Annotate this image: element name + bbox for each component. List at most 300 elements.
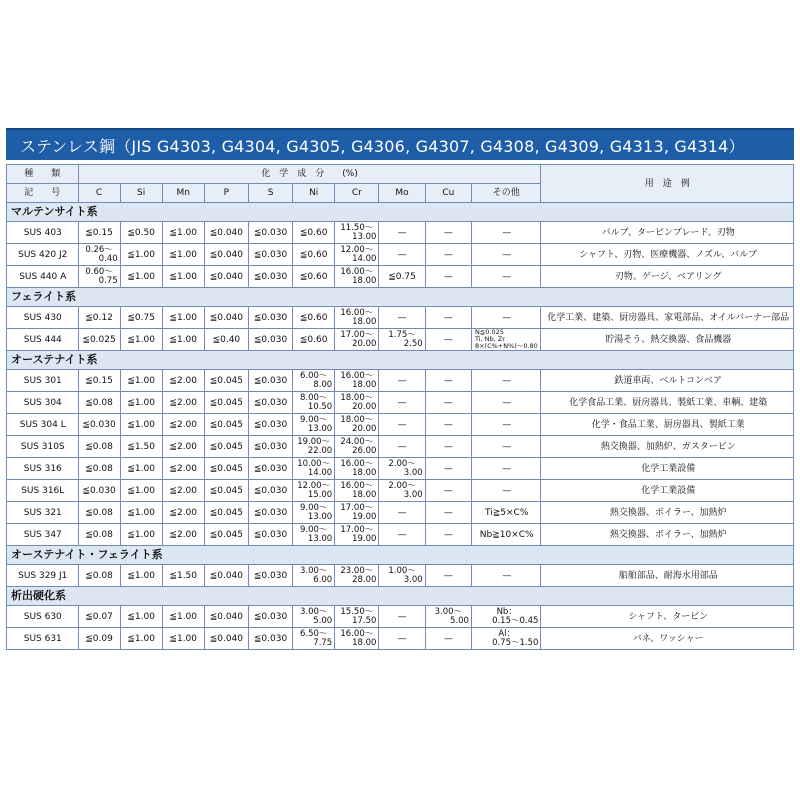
cell-mo: — — [379, 606, 425, 628]
cell-p: ≦0.045 — [204, 392, 248, 414]
cell-use: 鉄道車両、ベルトコンベア — [541, 370, 794, 392]
cell-cu — [425, 606, 471, 628]
cell-line: 18.00 — [352, 275, 377, 286]
cell-cu: — — [425, 524, 471, 546]
cell-line: 6.50～ — [299, 628, 328, 639]
cell-other: — — [471, 266, 540, 288]
cell-s: ≦0.030 — [248, 436, 292, 458]
cell-ni — [293, 436, 335, 458]
cell-use: 熱交換器、加熱炉、ガスタービン — [541, 436, 794, 458]
cell-line: 2.50 — [403, 338, 423, 349]
cell-mo — [379, 458, 425, 480]
cell-other: — — [471, 565, 540, 587]
cell-grade: SUS 444 — [7, 329, 79, 351]
cell-cu: — — [425, 370, 471, 392]
composition-table — [6, 164, 794, 650]
section-title: オーステナイト系 — [7, 351, 794, 370]
cell-mo: — — [379, 502, 425, 524]
cell-ni — [293, 458, 335, 480]
cell-mn: ≦2.00 — [162, 524, 204, 546]
section-row — [7, 587, 794, 606]
header-col-7: Mo — [379, 184, 425, 203]
cell-mn: ≦1.00 — [162, 628, 204, 650]
cell-line: 16.00～ — [340, 480, 374, 491]
table-row — [7, 606, 794, 628]
cell-cu: — — [425, 392, 471, 414]
cell-si: ≦1.00 — [120, 628, 162, 650]
cell-mn: ≦2.00 — [162, 414, 204, 436]
cell-cr — [335, 222, 379, 244]
cell-si: ≦1.00 — [120, 565, 162, 587]
cell-mn: ≦2.00 — [162, 370, 204, 392]
cell-p: ≦0.040 — [204, 222, 248, 244]
table-row — [7, 502, 794, 524]
cell-line: 17.00～ — [340, 524, 374, 535]
cell-ni: ≦0.60 — [293, 266, 335, 288]
cell-cu: — — [425, 502, 471, 524]
cell-cu: — — [425, 244, 471, 266]
cell-p: ≦0.040 — [204, 307, 248, 329]
cell-mo — [379, 329, 425, 351]
cell-cr — [335, 370, 379, 392]
header-col-6: Cr — [335, 184, 379, 203]
cell-cr — [335, 329, 379, 351]
table-row — [7, 266, 794, 288]
cell-si: ≦1.00 — [120, 524, 162, 546]
cell-line: N≦0.025 — [474, 328, 504, 336]
header-col-8: Cu — [425, 184, 471, 203]
header-col-1: Si — [120, 184, 162, 203]
cell-use: 貯湯そう、熱交換器、食品機器 — [541, 329, 794, 351]
cell-line: 20.00 — [352, 423, 377, 434]
cell-other: — — [471, 244, 540, 266]
header-col-0: C — [78, 184, 120, 203]
cell-line: 26.00 — [352, 445, 377, 456]
table-row — [7, 392, 794, 414]
cell-si: ≦1.00 — [120, 370, 162, 392]
table-title: ステンレス鋼（JIS G4303, G4304, G4305, G4306, G4307, G4308, G4309, G4313, G4314） — [6, 128, 794, 160]
cell-other: — — [471, 436, 540, 458]
header-type: 種 類 — [7, 165, 79, 184]
header-col-3: P — [204, 184, 248, 203]
cell-other: — — [471, 414, 540, 436]
table-row — [7, 480, 794, 502]
cell-cr — [335, 414, 379, 436]
cell-s: ≦0.030 — [248, 329, 292, 351]
cell-p: ≦0.040 — [204, 628, 248, 650]
cell-si: ≦1.00 — [120, 414, 162, 436]
section-title: マルテンサイト系 — [7, 203, 794, 222]
cell-c — [78, 266, 120, 288]
cell-grade: SUS 310S — [7, 436, 79, 458]
cell-cr — [335, 606, 379, 628]
cell-mn: ≦2.00 — [162, 436, 204, 458]
cell-cr — [335, 502, 379, 524]
cell-si: ≦1.00 — [120, 502, 162, 524]
table-row — [7, 222, 794, 244]
header-code: 記 号 — [7, 184, 79, 203]
cell-mn: ≦1.00 — [162, 606, 204, 628]
cell-line: 13.00 — [307, 423, 333, 434]
cell-line: 0.60～ — [85, 266, 113, 277]
cell-line: 9.00～ — [299, 414, 328, 425]
cell-c: ≦0.07 — [78, 606, 120, 628]
cell-mn: ≦1.00 — [162, 329, 204, 351]
table-row — [7, 329, 794, 351]
cell-line: 3.00 — [403, 574, 423, 585]
cell-line: 18.00～ — [340, 414, 374, 425]
cell-mo: — — [379, 307, 425, 329]
table-row — [7, 524, 794, 546]
cell-cr — [335, 628, 379, 650]
cell-mo: — — [379, 370, 425, 392]
cell-s: ≦0.030 — [248, 244, 292, 266]
cell-use: 化学工業設備 — [541, 480, 794, 502]
cell-grade: SUS 440 A — [7, 266, 79, 288]
cell-c: ≦0.030 — [78, 480, 120, 502]
cell-line: 18.00～ — [340, 392, 374, 403]
header-col-5: Ni — [293, 184, 335, 203]
cell-si: ≦1.00 — [120, 266, 162, 288]
cell-line: 0.75～1.50 — [492, 637, 539, 648]
cell-use: 熱交換器、ボイラー、加熱炉 — [541, 524, 794, 546]
cell-line: 12.00～ — [297, 480, 331, 491]
cell-line: 14.00 — [307, 467, 333, 478]
cell-si: ≦1.00 — [120, 606, 162, 628]
cell-line: 14.00 — [352, 253, 377, 264]
table-row — [7, 370, 794, 392]
cell-p: ≦0.045 — [204, 370, 248, 392]
cell-si: ≦1.50 — [120, 436, 162, 458]
cell-use: 化学工業、建築、厨房器具、家電部品、オイルバーナー部品 — [541, 307, 794, 329]
cell-p: ≦0.040 — [204, 606, 248, 628]
cell-cu: — — [425, 266, 471, 288]
cell-c: ≦0.08 — [78, 565, 120, 587]
cell-ni — [293, 370, 335, 392]
cell-cu: — — [425, 307, 471, 329]
section-row — [7, 351, 794, 370]
section-row — [7, 546, 794, 565]
cell-line: 13.00 — [307, 533, 333, 544]
cell-c: ≦0.030 — [78, 414, 120, 436]
cell-line: 3.00～ — [299, 606, 328, 617]
cell-c: ≦0.08 — [78, 392, 120, 414]
cell-cu: — — [425, 565, 471, 587]
cell-line: 0.15～0.45 — [492, 615, 539, 626]
cell-cr — [335, 266, 379, 288]
cell-p: ≦0.040 — [204, 565, 248, 587]
cell-other: — — [471, 307, 540, 329]
cell-mo: — — [379, 244, 425, 266]
cell-ni: ≦0.60 — [293, 222, 335, 244]
cell-s: ≦0.030 — [248, 480, 292, 502]
cell-line: 6.00～ — [299, 370, 328, 381]
cell-p: ≦0.045 — [204, 480, 248, 502]
table-row — [7, 414, 794, 436]
cell-line: 16.00～ — [340, 458, 374, 469]
cell-grade: SUS 403 — [7, 222, 79, 244]
cell-line: 5.00 — [450, 615, 469, 626]
cell-ni — [293, 414, 335, 436]
cell-mn: ≦1.00 — [162, 244, 204, 266]
spec-sheet — [6, 128, 794, 650]
section-title: フェライト系 — [7, 288, 794, 307]
cell-si: ≦1.00 — [120, 392, 162, 414]
cell-other: — — [471, 370, 540, 392]
cell-cu: — — [425, 222, 471, 244]
cell-line: 28.00 — [352, 574, 377, 585]
table-row — [7, 628, 794, 650]
cell-line: 18.00 — [352, 379, 377, 390]
cell-line: 17.00～ — [340, 502, 374, 513]
cell-p: ≦0.040 — [204, 244, 248, 266]
cell-line: 19.00 — [352, 511, 377, 522]
cell-ni — [293, 565, 335, 587]
cell-si: ≦1.00 — [120, 458, 162, 480]
cell-c: ≦0.09 — [78, 628, 120, 650]
table-row — [7, 244, 794, 266]
cell-line: 9.00～ — [299, 502, 328, 513]
cell-line: 16.00～ — [340, 370, 374, 381]
cell-cr — [335, 458, 379, 480]
cell-line: 3.00 — [403, 467, 423, 478]
cell-s: ≦0.030 — [248, 222, 292, 244]
cell-grade: SUS 321 — [7, 502, 79, 524]
cell-line: 18.00 — [352, 316, 377, 327]
header-col-2: Mn — [162, 184, 204, 203]
table-row — [7, 307, 794, 329]
cell-line: 20.00 — [352, 338, 377, 349]
cell-other: — — [471, 392, 540, 414]
cell-line: 12.00～ — [340, 244, 374, 255]
cell-si: ≦0.75 — [120, 307, 162, 329]
cell-s: ≦0.030 — [248, 307, 292, 329]
cell-mn: ≦1.00 — [162, 307, 204, 329]
cell-mo: — — [379, 392, 425, 414]
cell-s: ≦0.030 — [248, 414, 292, 436]
cell-other — [471, 329, 540, 351]
cell-line: 3.00～ — [434, 606, 463, 617]
cell-cu: — — [425, 414, 471, 436]
header-col-4: S — [248, 184, 292, 203]
cell-line: 3.00～ — [299, 565, 328, 576]
cell-mn: ≦1.00 — [162, 266, 204, 288]
cell-cr — [335, 565, 379, 587]
cell-si: ≦1.00 — [120, 329, 162, 351]
cell-cr — [335, 244, 379, 266]
table-header — [7, 165, 794, 203]
cell-p: ≦0.045 — [204, 502, 248, 524]
cell-line: 1.00～ — [388, 565, 416, 576]
cell-s: ≦0.030 — [248, 524, 292, 546]
cell-grade: SUS 301 — [7, 370, 79, 392]
cell-mo: ≦0.75 — [379, 266, 425, 288]
cell-ni: ≦0.60 — [293, 329, 335, 351]
cell-line: 15.50～ — [340, 606, 374, 617]
cell-use: 化学食品工業、厨房器具、製紙工業、車輌、建築 — [541, 392, 794, 414]
cell-p: ≦0.045 — [204, 414, 248, 436]
cell-line: 6.00 — [313, 574, 333, 585]
cell-mn: ≦1.50 — [162, 565, 204, 587]
cell-use: バルブ、タービンブレード、刃物 — [541, 222, 794, 244]
cell-other: — — [471, 480, 540, 502]
cell-grade: SUS 316 — [7, 458, 79, 480]
cell-grade: SUS 630 — [7, 606, 79, 628]
cell-mo: — — [379, 436, 425, 458]
cell-p: ≦0.045 — [204, 524, 248, 546]
cell-s: ≦0.030 — [248, 458, 292, 480]
cell-line: 8.00 — [313, 379, 333, 390]
cell-use: 熱交換器、ボイラー、加熱炉 — [541, 502, 794, 524]
cell-mo — [379, 565, 425, 587]
cell-c: ≦0.15 — [78, 370, 120, 392]
cell-mn: ≦2.00 — [162, 480, 204, 502]
cell-use: 刃物、ゲージ、ベアリング — [541, 266, 794, 288]
cell-grade: SUS 304 — [7, 392, 79, 414]
table-body — [7, 203, 794, 650]
cell-cr — [335, 307, 379, 329]
cell-c: ≦0.08 — [78, 436, 120, 458]
cell-cu: — — [425, 480, 471, 502]
cell-s: ≦0.030 — [248, 628, 292, 650]
cell-cr — [335, 480, 379, 502]
cell-line: Ti, Nb, Zr — [474, 335, 505, 343]
cell-line: 16.00～ — [340, 307, 374, 318]
cell-mo: — — [379, 524, 425, 546]
cell-grade: SUS 420 J2 — [7, 244, 79, 266]
cell-use: シャフト、刃物、医療機器、ノズル、バルブ — [541, 244, 794, 266]
cell-si: ≦0.50 — [120, 222, 162, 244]
cell-s: ≦0.030 — [248, 565, 292, 587]
cell-c — [78, 244, 120, 266]
cell-line: 3.00 — [403, 489, 423, 500]
cell-line: 17.00～ — [340, 329, 374, 340]
cell-line: 19.00 — [352, 533, 377, 544]
cell-s: ≦0.030 — [248, 392, 292, 414]
cell-line: 24.00～ — [340, 436, 374, 447]
cell-line: 20.00 — [352, 401, 377, 412]
cell-use: 船舶部品、耐海水用部品 — [541, 565, 794, 587]
cell-s: ≦0.030 — [248, 502, 292, 524]
header-chemical-composition: 化 学 成 分 (%) — [78, 165, 541, 184]
cell-other: — — [471, 458, 540, 480]
section-row — [7, 203, 794, 222]
cell-line: 15.00 — [307, 489, 333, 500]
cell-line: Al： — [498, 628, 516, 639]
cell-line: 8.00～ — [299, 392, 328, 403]
cell-cu: — — [425, 329, 471, 351]
cell-grade: SUS 329 J1 — [7, 565, 79, 587]
cell-line: 2.00～ — [388, 458, 416, 469]
cell-use: バネ、ワッシャー — [541, 628, 794, 650]
cell-line: 22.00 — [307, 445, 333, 456]
cell-si: ≦1.00 — [120, 480, 162, 502]
cell-line: 11.50～ — [340, 222, 374, 233]
cell-line: 10.50 — [307, 401, 333, 412]
cell-line: 0.40 — [98, 253, 118, 264]
cell-use: 化学・食品工業、厨房器具、製紙工業 — [541, 414, 794, 436]
cell-line: 18.00 — [352, 637, 377, 648]
cell-ni — [293, 628, 335, 650]
table-row — [7, 436, 794, 458]
cell-line: 19.00～ — [297, 436, 331, 447]
cell-c: ≦0.025 — [78, 329, 120, 351]
cell-si: ≦1.00 — [120, 244, 162, 266]
cell-line: 16.00～ — [340, 628, 374, 639]
cell-grade: SUS 316L — [7, 480, 79, 502]
cell-mo: — — [379, 222, 425, 244]
section-title: オーステナイト・フェライト系 — [7, 546, 794, 565]
cell-cr — [335, 524, 379, 546]
cell-line: Nb： — [496, 606, 517, 617]
cell-line: 8×(C%+N%)～0.80 — [474, 342, 538, 350]
cell-use: シャフト、タービン — [541, 606, 794, 628]
cell-other: — — [471, 222, 540, 244]
cell-line: 16.00～ — [340, 266, 374, 277]
cell-p: ≦0.045 — [204, 458, 248, 480]
cell-ni: ≦0.60 — [293, 307, 335, 329]
cell-cu: — — [425, 436, 471, 458]
cell-line: 10.00～ — [297, 458, 331, 469]
cell-other: Nb≧10×C% — [471, 524, 540, 546]
cell-grade: SUS 631 — [7, 628, 79, 650]
cell-mo: — — [379, 414, 425, 436]
cell-c: ≦0.15 — [78, 222, 120, 244]
cell-line: 23.00～ — [340, 565, 374, 576]
cell-line: 18.00 — [352, 489, 377, 500]
cell-line: 9.00～ — [299, 524, 328, 535]
section-title: 析出硬化系 — [7, 587, 794, 606]
cell-mn: ≦1.00 — [162, 222, 204, 244]
cell-mn: ≦2.00 — [162, 392, 204, 414]
table-row — [7, 458, 794, 480]
cell-ni — [293, 606, 335, 628]
cell-cu: — — [425, 628, 471, 650]
cell-s: ≦0.030 — [248, 370, 292, 392]
cell-c: ≦0.08 — [78, 458, 120, 480]
cell-cu: — — [425, 458, 471, 480]
cell-mo: — — [379, 628, 425, 650]
cell-line: 7.75 — [313, 637, 333, 648]
cell-p: ≦0.40 — [204, 329, 248, 351]
cell-cr — [335, 436, 379, 458]
table-row — [7, 565, 794, 587]
cell-line: 17.50 — [352, 615, 377, 626]
cell-ni — [293, 524, 335, 546]
cell-line: 18.00 — [352, 467, 377, 478]
cell-line: 13.00 — [352, 231, 377, 242]
cell-mn: ≦2.00 — [162, 458, 204, 480]
header-use: 用 途 例 — [541, 165, 794, 203]
cell-s: ≦0.030 — [248, 266, 292, 288]
header-col-9: その他 — [471, 184, 540, 203]
cell-p: ≦0.040 — [204, 266, 248, 288]
cell-grade: SUS 430 — [7, 307, 79, 329]
section-row — [7, 288, 794, 307]
cell-p: ≦0.045 — [204, 436, 248, 458]
cell-ni: ≦0.60 — [293, 244, 335, 266]
cell-line: 0.26～ — [85, 244, 113, 255]
cell-s: ≦0.030 — [248, 606, 292, 628]
cell-c: ≦0.12 — [78, 307, 120, 329]
cell-line: 1.75～ — [388, 329, 416, 340]
cell-use: 化学工業設備 — [541, 458, 794, 480]
cell-grade: SUS 347 — [7, 524, 79, 546]
cell-line: 5.00 — [313, 615, 333, 626]
cell-mo — [379, 480, 425, 502]
cell-other: Ti≧5×C% — [471, 502, 540, 524]
cell-grade: SUS 304 L — [7, 414, 79, 436]
